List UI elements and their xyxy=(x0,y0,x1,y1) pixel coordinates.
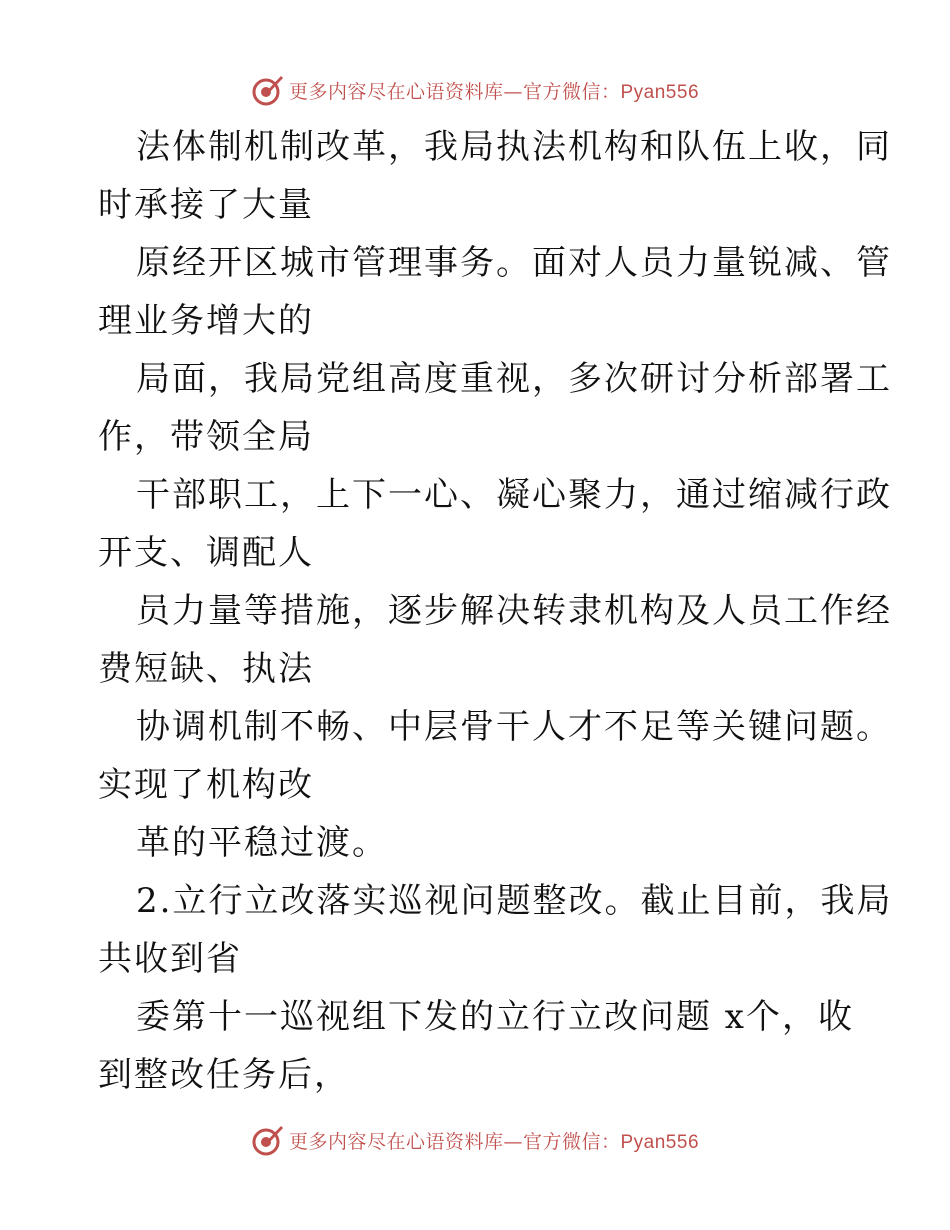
body-line: 作，带领全局 xyxy=(98,417,314,457)
header-watermark xyxy=(0,70,950,110)
header-watermark-text: 更多内容尽在心语资料库—官方微信： xyxy=(288,80,621,103)
body-line: 理业务增大的 xyxy=(98,301,314,341)
body-line: 时承接了大量 xyxy=(98,185,314,225)
body-line: 法体制机制改革，我局执法机构和队伍上收，同 xyxy=(136,127,892,167)
body-line: 委第十一巡视组下发的立行立改问题 x个，收 xyxy=(136,997,854,1037)
body-line: 干部职工，上下一心、凝心聚力，通过缩减行政 xyxy=(136,475,892,515)
body-line: 原经开区城市管理事务。面对人员力量锐减、管 xyxy=(136,243,892,283)
body-line: 协调机制不畅、中层骨干人才不足等关键问题。 xyxy=(136,707,892,747)
header-wechat-id: Pyan556 xyxy=(620,81,700,103)
footer-watermark xyxy=(0,1120,950,1160)
body-line: 共收到省 xyxy=(98,939,242,979)
footer-wechat-id: Pyan556 xyxy=(620,1131,700,1153)
body-line: 局面，我局党组高度重视，多次研讨分析部署工 xyxy=(136,359,892,399)
body-line: 实现了机构改 xyxy=(98,765,314,805)
body-line: 员力量等措施，逐步解决转隶机构及人员工作经 xyxy=(136,591,892,631)
body-line: 到整改任务后， xyxy=(98,1055,350,1095)
quill-logo-icon xyxy=(251,1123,285,1157)
body-line: 革的平稳过渡。 xyxy=(136,823,388,863)
body-line: 2.立行立改落实巡视问题整改。截止目前，我局 xyxy=(136,881,893,921)
body-line: 费短缺、执法 xyxy=(98,649,314,689)
body-line: 开支、调配人 xyxy=(98,533,314,573)
document-body xyxy=(98,118,893,1104)
footer-watermark-text: 更多内容尽在心语资料库—官方微信： xyxy=(288,1130,621,1153)
quill-logo-icon xyxy=(251,73,285,107)
